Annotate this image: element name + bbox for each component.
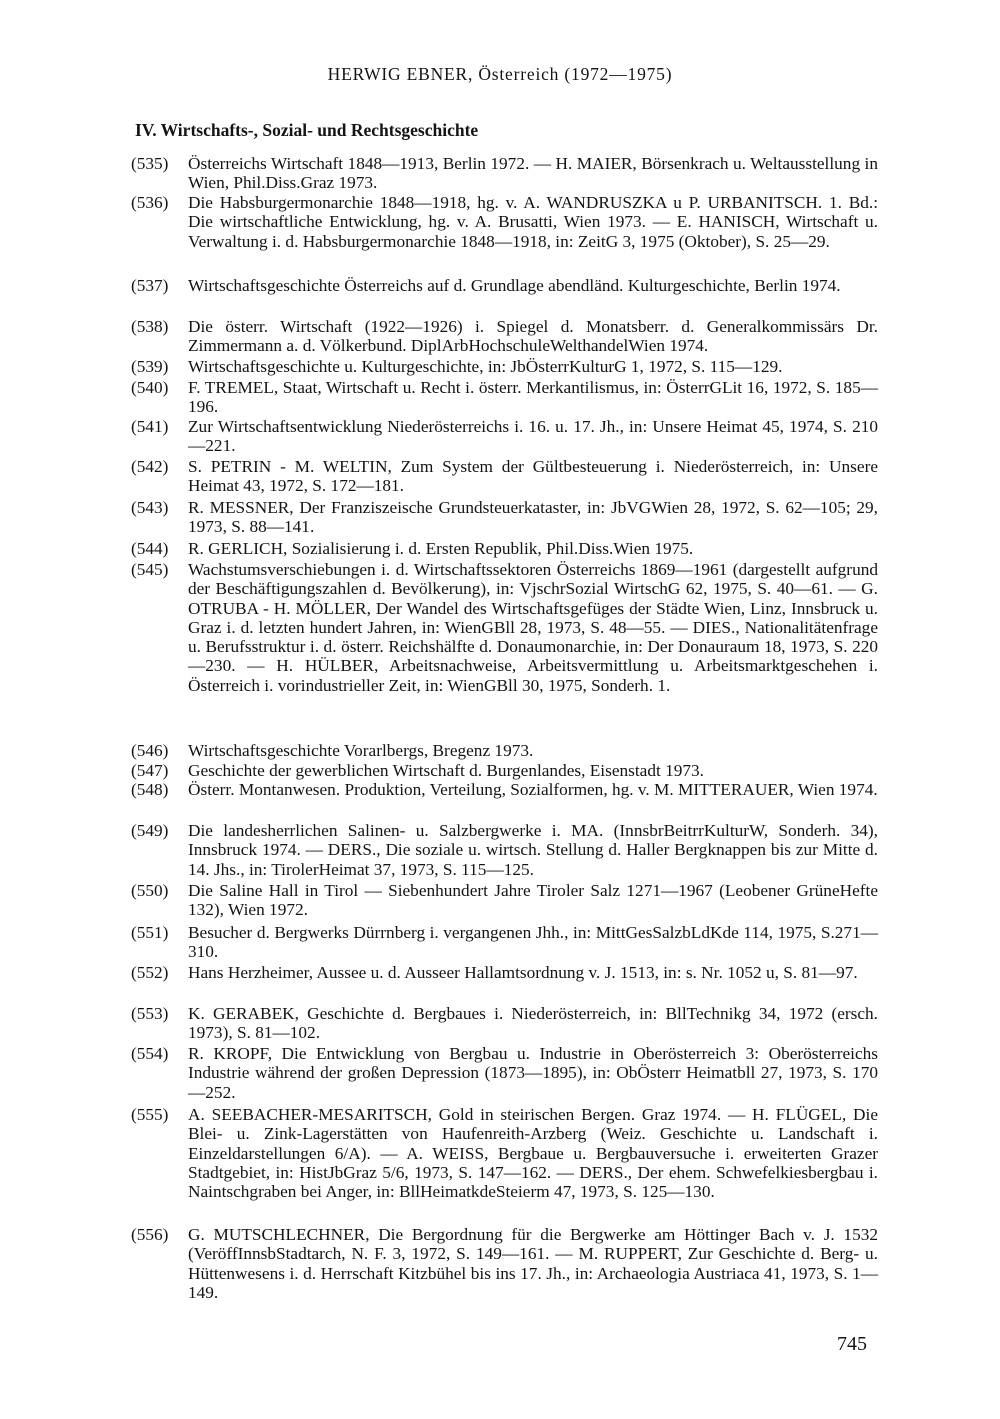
entry-number: (545) <box>131 560 169 579</box>
entry-text: Die Habsburgermonarchie 1848—1918, hg. v. A. WANDRUSZKA u P. URBANITSCH. 1. Bd.: Die wirtschaftliche Entwicklung, hg. v. A. Brusatti, Wien 1973. — E. HANISCH, Wirtschaft u. Verwaltung i. d. Habsburgermonarchie 1848—1918, in: ZeitG 3, 1975 (Oktober), S. 25—29. <box>188 193 878 251</box>
entry-text: K. GERABEK, Geschichte d. Bergbaues i. Niederösterreich, in: BllTechnikg 34, 1972 (ersch. 1973), S. 81—102. <box>188 1004 878 1043</box>
entry-number: (554) <box>131 1044 169 1063</box>
page-number: 745 <box>837 1333 867 1355</box>
entry-number: (553) <box>131 1004 169 1023</box>
entry-text: Die landesherrlichen Salinen- u. Salzbergwerke i. MA. (InnsbrBeitrrKulturW, Sonderh. 34), Innsbruck 1974. — DERS., Die soziale u. wirtsch. Stellung d. Haller Bergknappen bis zur Mitte d. 14. Jhs., in: TirolerHeimat 37, 1973, S. 115—125. <box>188 821 878 879</box>
section-heading: IV. Wirtschafts-, Sozial- und Rechtsgeschichte <box>135 120 479 140</box>
entry-text: Zur Wirtschaftsentwicklung Niederösterreichs i. 16. u. 17. Jh., in: Unsere Heimat 45, 1974, S. 210—221. <box>188 417 878 456</box>
entry-text: Die österr. Wirtschaft (1922—1926) i. Spiegel d. Monatsberr. d. Generalkommissärs Dr. Zimmermann a. d. Völkerbund. DiplArbHochschuleWelthandelWien 1974. <box>188 317 878 356</box>
entry-text: R. GERLICH, Sozialisierung i. d. Ersten Republik, Phil.Diss.Wien 1975. <box>188 539 694 558</box>
entry-number: (539) <box>131 357 169 376</box>
entry-number: (552) <box>131 963 169 982</box>
entry-text: Wirtschaftsgeschichte Österreichs auf d. Grundlage abendländ. Kulturgeschichte, Berlin 1974. <box>188 276 841 295</box>
entry-number: (546) <box>131 741 169 760</box>
entry-number: (536) <box>131 193 169 212</box>
entry-number: (538) <box>131 317 169 336</box>
entry-text: A. SEEBACHER-MESARITSCH, Gold in steirischen Bergen. Graz 1974. — H. FLÜGEL, Die Blei- u. Zink-Lagerstätten von Haufenreith-Arzberg (Weiz. Geschichte u. Landschaft i. Einzeldarstellungen 6/A). — A. WEISS, Bergbaue u. Bergbauversuche i. erweiterten Grazer Stadtgebiet, in: HistJbGraz 5/6, 1973, S. 147—162. — DERS., Der ehem. Schwefelkiesbergbau i. Naintschgraben bei Anger, in: BllHeimatkdeSteierm 47, 1973, S. 125—130. <box>188 1105 878 1201</box>
entry-text: G. MUTSCHLECHNER, Die Bergordnung für die Bergwerke am Höttinger Bach v. J. 1532 (VeröffInnsbStadtarch, N. F. 3, 1972, S. 149—161. — M. RUPPERT, Zur Geschichte d. Berg- u. Hüttenwesens i. d. Herrschaft Kitzbühel bis ins 17. Jh., in: Archaeologia Austriaca 41, 1973, S. 1—149. <box>188 1225 878 1302</box>
entry-text: Wirtschaftsgeschichte u. Kulturgeschichte, in: JbÖsterrKulturG 1, 1972, S. 115—129. <box>188 357 783 376</box>
entry-number: (551) <box>131 923 169 942</box>
entry-number: (535) <box>131 154 169 173</box>
entry-number: (540) <box>131 378 169 397</box>
entry-text: Wachstumsverschiebungen i. d. Wirtschaftssektoren Österreichs 1869—1961 (dargestellt aufgrund der Beschäftigungszahlen d. Bevölkerung), in: VjschrSozial WirtschG 62, 1975, S. 40—61. — G. OTRUBA - H. MÖLLER, Der Wandel des Wirtschaftsgefüges der Städte Wien, Linz, Innsbruck u. Graz i. d. letzten hundert Jahren, in: WienGBll 28, 1973, S. 48—55. — DIES., Nationalitätenfrage u. Berufsstruktur i. d. österr. Reichshälfte d. Donaumonarchie, in: Der Donauraum 18, 1973, S. 220—230. — H. HÜLBER, Arbeitsnachweise, Arbeitsvermittlung u. Arbeitsmarktgeschehen i. Österreich i. vorindustrieller Zeit, in: WienGBll 30, 1975, Sonderh. 1. <box>188 560 878 695</box>
entry-text: Wirtschaftsgeschichte Vorarlbergs, Bregenz 1973. <box>188 741 534 760</box>
entry-text: R. KROPF, Die Entwicklung von Bergbau u. Industrie in Oberösterreich 3: Oberösterreichs Industrie während der großen Depression (1873—1895), in: ObÖsterr Heimatbll 27, 1973, S. 170—252. <box>188 1044 878 1102</box>
entry-text: S. PETRIN - M. WELTIN, Zum System der Gültbesteuerung i. Niederösterreich, in: Unsere Heimat 43, 1972, S. 172—181. <box>188 457 878 496</box>
entry-text: Geschichte der gewerblichen Wirtschaft d. Burgenlandes, Eisenstadt 1973. <box>188 761 704 780</box>
entry-text: Österr. Montanwesen. Produktion, Verteilung, Sozialformen, hg. v. M. MITTERAUER, Wien 1974. <box>188 780 878 799</box>
entry-text: Hans Herzheimer, Aussee u. d. Ausseer Hallamtsordnung v. J. 1513, in: s. Nr. 1052 u, S. 81—97. <box>188 963 858 982</box>
running-head: HERWIG EBNER, Österreich (1972—1975) <box>327 64 673 84</box>
entry-number: (541) <box>131 417 169 436</box>
entry-text: Die Saline Hall in Tirol — Siebenhundert Jahre Tiroler Salz 1271—1967 (Leobener GrüneHefte 132), Wien 1972. <box>188 881 878 920</box>
entry-number: (549) <box>131 821 169 840</box>
entry-number: (543) <box>131 498 169 517</box>
entry-number: (547) <box>131 761 169 780</box>
entry-text: Österreichs Wirtschaft 1848—1913, Berlin 1972. — H. MAIER, Börsenkrach u. Weltausstellung in Wien, Phil.Diss.Graz 1973. <box>188 154 878 193</box>
entry-text: R. MESSNER, Der Franziszeische Grundsteuerkataster, in: JbVGWien 28, 1972, S. 62—105; 29, 1973, S. 88—141. <box>188 498 878 537</box>
entry-text: F. TREMEL, Staat, Wirtschaft u. Recht i. österr. Merkantilismus, in: ÖsterrGLit 16, 1972, S. 185—196. <box>188 378 878 417</box>
entry-number: (537) <box>131 276 169 295</box>
entry-number: (555) <box>131 1105 169 1124</box>
entry-number: (548) <box>131 780 169 799</box>
entry-number: (544) <box>131 539 169 558</box>
entry-number: (556) <box>131 1225 169 1244</box>
entry-text: Besucher d. Bergwerks Dürrnberg i. vergangenen Jhh., in: MittGesSalzbLdKde 114, 1975, S.271—310. <box>188 923 878 962</box>
entry-number: (550) <box>131 881 169 900</box>
entry-number: (542) <box>131 457 169 476</box>
